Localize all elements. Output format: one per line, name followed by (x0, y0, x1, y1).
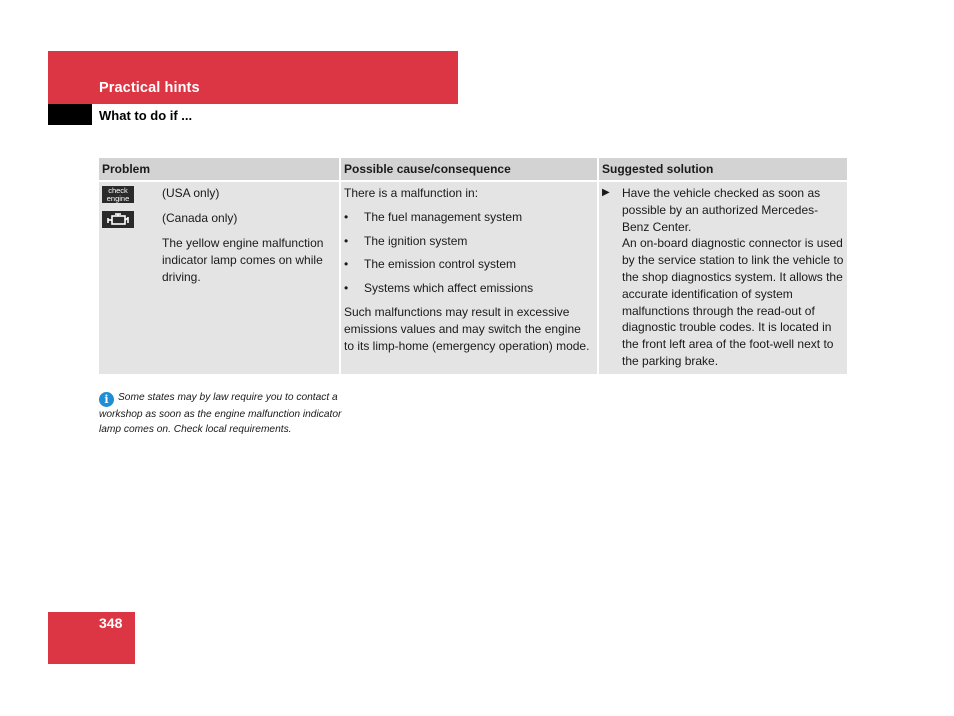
usa-label: (USA only) (162, 186, 220, 200)
header-black-tab (48, 104, 92, 125)
cause-item-text: The emission control system (364, 257, 517, 272)
problem-table (99, 158, 847, 374)
cause-list (344, 209, 594, 297)
solution-cell (598, 181, 847, 374)
cause-item-text: The ignition system (364, 233, 468, 248)
bullet-icon: • (344, 257, 349, 272)
solution-text-1: Have the vehicle checked as soon as possible by an authorized Mercedes-Benz Center. (622, 186, 821, 234)
cause-intro: There is a malfunction in: (344, 186, 479, 200)
problem-cell (99, 181, 340, 374)
cause-consequence: Such malfunctions may result in excessive emissions values and may switch the engine to its limp-home (emergency operation) mode. (344, 304, 590, 353)
table-row (99, 181, 847, 374)
header-band (48, 51, 458, 104)
sub-title: What to do if ... (99, 108, 193, 123)
cause-item-text: The fuel management system (364, 209, 523, 224)
problem-description: The yellow engine malfunction indicator lamp comes on while driving. (162, 236, 324, 284)
check-engine-icon (102, 186, 134, 203)
engine-symbol-icon (102, 211, 134, 228)
page-number: 348 (99, 615, 123, 631)
bullet-icon: • (344, 281, 349, 296)
list-item (344, 256, 594, 273)
list-item (344, 233, 594, 250)
info-note-text: Some states may by law require you to contact a workshop as soon as the engine malfunction indicator lamp comes on. Check local requirements. (99, 392, 342, 435)
cause-item-text: Systems which affect emissions (364, 281, 534, 296)
arrow-right-icon: ▶ (602, 187, 610, 198)
list-item (344, 209, 594, 226)
solution-text-2: An on-board diagnostic connector is used by the service station to link the vehicle to the shop diagnostics system. It allows the accurate identification of system malfunctions through the read-out of diagnostic trouble codes. It is located in the front left area of the foot-well next to the parking brake. (622, 236, 844, 368)
header-problem: Problem (99, 158, 340, 181)
cause-cell (340, 181, 598, 374)
info-note (99, 390, 342, 437)
table-header-row (99, 158, 847, 181)
section-title: Practical hints (99, 80, 200, 96)
check-engine-icon-line1: check (108, 186, 128, 195)
canada-label: (Canada only) (162, 211, 238, 225)
bullet-icon: • (344, 209, 349, 224)
check-engine-icon-line2: engine (106, 193, 130, 203)
header-cause: Possible cause/consequence (340, 158, 598, 181)
bullet-icon: • (344, 233, 349, 248)
usa-lamp-row (102, 185, 336, 203)
info-icon: i (99, 392, 114, 407)
canada-lamp-row (102, 210, 336, 228)
header-solution: Suggested solution (598, 158, 847, 181)
list-item (344, 280, 594, 297)
solution-step (602, 185, 844, 370)
